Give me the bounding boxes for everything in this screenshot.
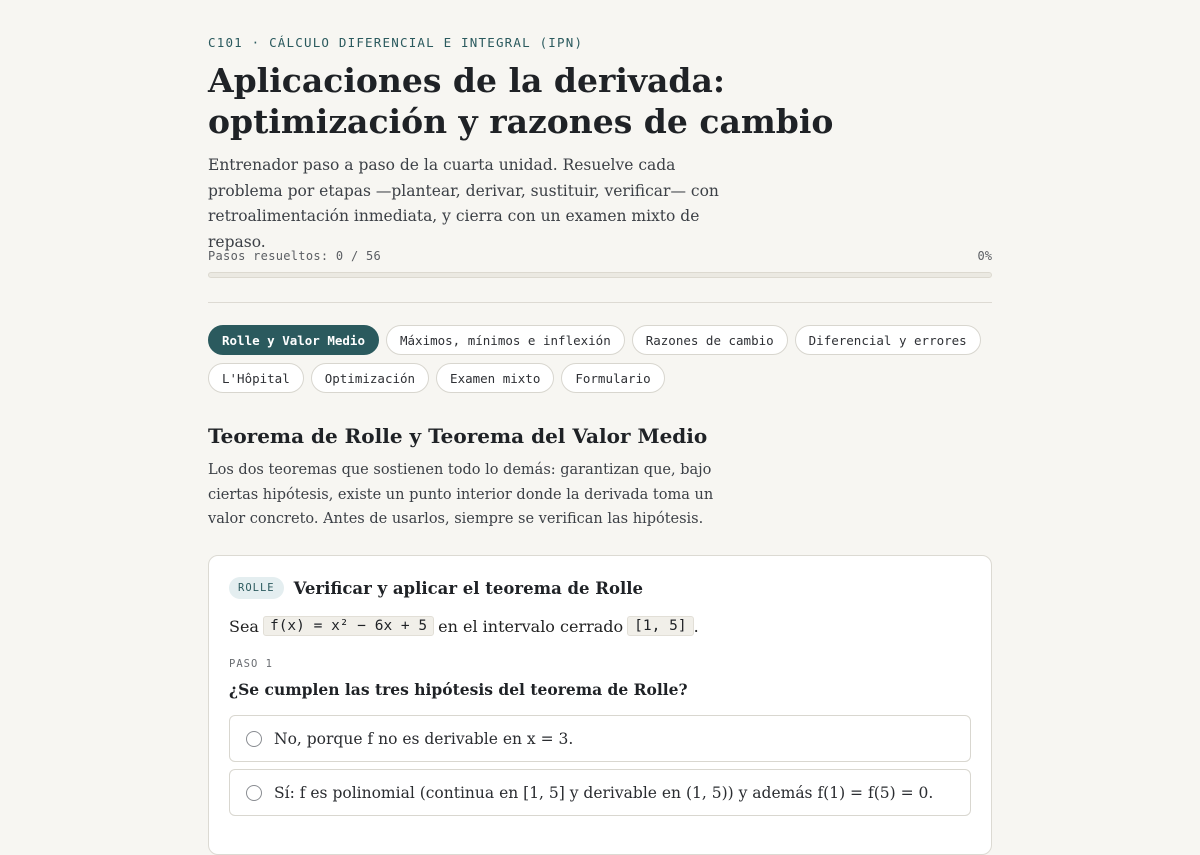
exercise-card [208, 555, 992, 855]
step-question: ¿Se cumplen las tres hipótesis del teorema de Rolle? [229, 680, 688, 699]
interval-expression: [1, 5] [627, 616, 693, 636]
function-expression: f(x) = x² − 6x + 5 [263, 616, 434, 636]
answer-option-label: No, porque f no es derivable en x = 3. [274, 729, 574, 748]
tab-formulario[interactable]: Formulario [561, 363, 664, 393]
section-description: Los dos teoremas que sostienen todo lo demás: garantizan que, bajo ciertas hipótesis, existe un punto interior donde la derivada toma un valor concreto. Antes de usarlos, siempre se verifican las hipótesis. [208, 462, 714, 527]
problem-middle: en el intervalo cerrado [438, 616, 624, 636]
problem-suffix: . [693, 616, 699, 636]
radio-icon[interactable] [246, 785, 262, 801]
step-label: PASO 1 [229, 658, 273, 670]
tab-maximos-minimos[interactable]: Máximos, mínimos e inflexión [386, 325, 625, 355]
answer-option[interactable] [229, 715, 971, 762]
tab-diferencial-errores[interactable]: Diferencial y errores [795, 325, 981, 355]
course-code: C101 · CÁLCULO DIFERENCIAL E INTEGRAL (IPN) [208, 35, 584, 50]
topic-badge: ROLLE [229, 577, 284, 599]
progress-label: Pasos resueltos: 0 / 56 [208, 249, 382, 263]
answer-option-label: Sí: f es polinomial (continua en [1, 5] y derivable en (1, 5)) y además f(1) = f(5) = 0. [274, 783, 934, 802]
intro-text: Entrenador paso a paso de la cuarta unidad. Resuelve cada problema por etapas —plantear, derivar, sustituir, verificar— con retroalimentación inmediata, y cierra con un examen mixto de repaso. [208, 156, 719, 251]
answer-option[interactable] [229, 769, 971, 816]
tab-lhopital[interactable]: L'Hôpital [208, 363, 304, 393]
tab-razones-de-cambio[interactable]: Razones de cambio [632, 325, 788, 355]
problem-statement [229, 616, 699, 636]
radio-icon[interactable] [246, 731, 262, 747]
section-title: Teorema de Rolle y Teorema del Valor Medio [208, 424, 708, 448]
problem-prefix: Sea [229, 616, 259, 636]
exercise-title: Verificar y aplicar el teorema de Rolle [293, 578, 644, 598]
topic-tabs [208, 325, 992, 393]
divider [208, 302, 992, 303]
tab-examen-mixto[interactable]: Examen mixto [436, 363, 554, 393]
progress-percent: 0% [977, 249, 992, 263]
progress-bar [208, 272, 992, 278]
page-title: Aplicaciones de la derivada: optimización y razones de cambio [208, 61, 834, 141]
card-header [229, 577, 643, 599]
tab-optimizacion[interactable]: Optimización [311, 363, 429, 393]
tab-rolle-valor-medio[interactable]: Rolle y Valor Medio [208, 325, 379, 355]
